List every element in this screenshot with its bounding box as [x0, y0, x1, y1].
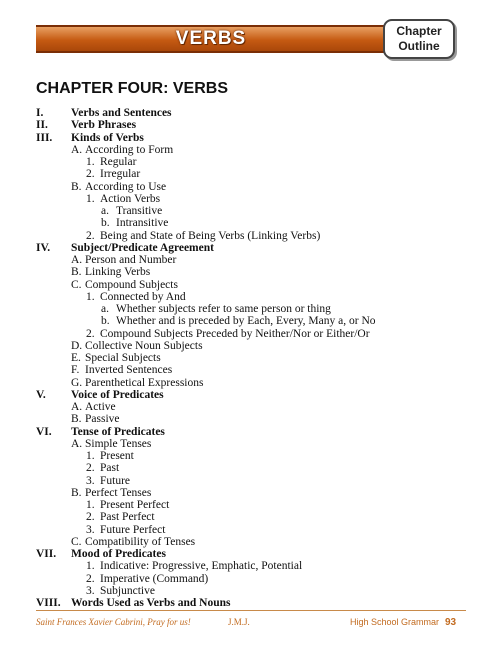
outline-item	[36, 585, 456, 597]
outline-item	[36, 266, 456, 278]
outline-item-number: b.	[101, 315, 110, 328]
outline-item-number: 1.	[86, 450, 95, 462]
footer-prayer: Saint Frances Xavier Cabrini, Pray for us!	[36, 617, 191, 627]
outline-item-text: Perfect Tenses	[85, 486, 152, 499]
outline-item-text: Present Perfect	[100, 499, 170, 511]
outline-item-number: B.	[71, 413, 82, 426]
outline-item	[36, 389, 456, 401]
outline-item-number: 3.	[86, 523, 95, 536]
outline-item-number: 2.	[86, 327, 95, 340]
outline-item	[36, 487, 456, 499]
outline-item	[36, 426, 456, 438]
outline-item-number: C.	[71, 535, 82, 548]
tag-line-1: Chapter	[396, 24, 442, 38]
outline-item-text: Verbs and Sentences	[71, 107, 172, 119]
outline-item-number: A.	[71, 437, 83, 450]
outline-item	[36, 315, 456, 327]
outline-item-text: Connected by And	[100, 290, 186, 303]
outline-item-text: Words Used as Verbs and Nouns	[71, 597, 231, 609]
outline-item-text: Simple Tenses	[85, 437, 152, 450]
outline-item-text: Subject/Predicate Agreement	[71, 241, 214, 254]
outline-item-number: II.	[36, 119, 48, 132]
outline-item-number: A.	[71, 254, 83, 266]
outline-item	[36, 438, 456, 450]
outline-item-text: Being and State of Being Verbs (Linking Verbs)	[100, 229, 321, 242]
outline-item-text: According to Form	[85, 143, 174, 156]
outline-item-text: Past	[100, 462, 120, 475]
outline-item-number: B.	[71, 180, 82, 193]
outline-item	[36, 328, 456, 340]
outline-item-text: Mood of Predicates	[71, 548, 166, 560]
outline-item	[36, 597, 456, 609]
outline-item-text: Irregular	[100, 168, 141, 181]
outline-item	[36, 291, 456, 303]
outline-item-text: Transitive	[116, 205, 163, 217]
chapter-banner	[36, 25, 386, 53]
outline-item	[36, 352, 456, 364]
outline-item	[36, 401, 456, 413]
outline-item-number: VII.	[36, 548, 57, 560]
outline-item-text: Passive	[85, 413, 120, 426]
outline-item-text: According to Use	[85, 180, 167, 193]
outline-item-number: a.	[101, 303, 109, 315]
outline-item-number: 2.	[86, 168, 95, 181]
outline-item-text: Inverted Sentences	[85, 364, 173, 377]
outline-item-number: VI.	[36, 425, 52, 438]
outline-item-text: Whether subjects refer to same person or thing	[116, 303, 331, 315]
outline-item-number: B.	[71, 486, 82, 499]
outline-item	[36, 340, 456, 352]
outline-item-number: A.	[71, 401, 83, 413]
outline-item-text: Active	[85, 401, 116, 413]
outline-item	[36, 132, 456, 144]
outline-item-text: Future	[100, 474, 131, 487]
outline-item	[36, 413, 456, 425]
outline-item-number: 2.	[86, 572, 95, 585]
outline-item	[36, 119, 456, 131]
outline-item-text: Kinds of Verbs	[71, 131, 144, 144]
outline-item	[36, 450, 456, 462]
outline-item	[36, 217, 456, 229]
outline-item-text: Special Subjects	[85, 352, 161, 364]
outline-item	[36, 303, 456, 315]
outline-item-number: V.	[36, 388, 46, 401]
outline-item-text: Whether and is preceded by Each, Every, Many a, or No	[116, 315, 376, 328]
outline-item-number: 1.	[86, 156, 95, 168]
outline-item-number: 2.	[86, 229, 95, 242]
outline-item-number: B.	[71, 266, 82, 279]
outline-item-text: Parenthetical Expressions	[85, 376, 204, 389]
page-title: CHAPTER FOUR: VERBS	[36, 80, 229, 97]
outline-item-number: a.	[101, 205, 109, 217]
outline-item	[36, 156, 456, 168]
chapter-outline	[36, 107, 456, 609]
outline-item-number: 1.	[86, 499, 95, 511]
banner-title: VERBS	[175, 28, 247, 49]
outline-item-number: C.	[71, 278, 82, 291]
outline-item-text: Present	[100, 450, 134, 462]
outline-item-text: Person and Number	[85, 254, 177, 266]
outline-item-text: Future Perfect	[100, 523, 166, 536]
outline-item	[36, 560, 456, 572]
footer-jmj: J.M.J.	[228, 617, 250, 627]
outline-item	[36, 181, 456, 193]
outline-item	[36, 193, 456, 205]
outline-item-text: Voice of Predicates	[71, 388, 164, 401]
outline-item	[36, 254, 456, 266]
outline-item-text: Subjunctive	[100, 584, 155, 597]
chapter-outline-tag	[383, 19, 455, 59]
footer-divider	[36, 610, 466, 611]
outline-item	[36, 279, 456, 291]
outline-item-number: VIII.	[36, 597, 61, 609]
outline-item-number: 1.	[86, 560, 95, 573]
outline-item	[36, 205, 456, 217]
outline-item	[36, 536, 456, 548]
outline-item-text: Compound Subjects Preceded by Neither/Nor or Either/Or	[100, 327, 370, 340]
outline-item	[36, 364, 456, 376]
outline-item-number: G.	[71, 376, 83, 389]
outline-item-number: IV.	[36, 241, 51, 254]
outline-item	[36, 144, 456, 156]
outline-item	[36, 242, 456, 254]
outline-item-number: 1.	[86, 192, 95, 205]
outline-item	[36, 548, 456, 560]
outline-item-number: III.	[36, 131, 53, 144]
outline-item-number: E.	[71, 352, 81, 364]
tag-line-2: Outline	[398, 39, 440, 53]
outline-item-text: Regular	[100, 156, 137, 168]
outline-item-number: b.	[101, 217, 110, 230]
outline-item-text: Compound Subjects	[85, 278, 178, 291]
outline-item	[36, 524, 456, 536]
outline-item-text: Imperative (Command)	[100, 572, 209, 585]
outline-item-number: F.	[71, 364, 80, 377]
outline-item-text: Collective Noun Subjects	[85, 339, 203, 352]
footer-book-title: High School Grammar	[350, 617, 440, 627]
outline-item	[36, 377, 456, 389]
outline-item	[36, 107, 456, 119]
page-number: 93	[445, 617, 457, 628]
outline-item-text: Verb Phrases	[71, 119, 137, 132]
outline-item-number: 3.	[86, 474, 95, 487]
outline-item-number: 1.	[86, 290, 95, 303]
outline-item-number: I.	[36, 107, 44, 119]
outline-item	[36, 573, 456, 585]
outline-item-text: Indicative: Progressive, Emphatic, Potential	[100, 560, 303, 573]
outline-item-number: 2.	[86, 511, 95, 524]
outline-item-number: D.	[71, 339, 83, 352]
outline-item	[36, 499, 456, 511]
outline-item-number: 3.	[86, 584, 95, 597]
outline-item-text: Tense of Predicates	[71, 425, 165, 438]
outline-item-text: Action Verbs	[100, 192, 161, 205]
outline-item-number: A.	[71, 143, 83, 156]
outline-item-text: Past Perfect	[100, 511, 155, 524]
outline-item	[36, 168, 456, 180]
outline-item	[36, 462, 456, 474]
outline-item-text: Linking Verbs	[85, 266, 151, 279]
outline-item-number: 2.	[86, 462, 95, 475]
outline-item	[36, 511, 456, 523]
outline-item-text: Intransitive	[116, 217, 169, 230]
outline-item	[36, 475, 456, 487]
outline-item	[36, 230, 456, 242]
outline-item-text: Compatibility of Tenses	[85, 535, 196, 548]
